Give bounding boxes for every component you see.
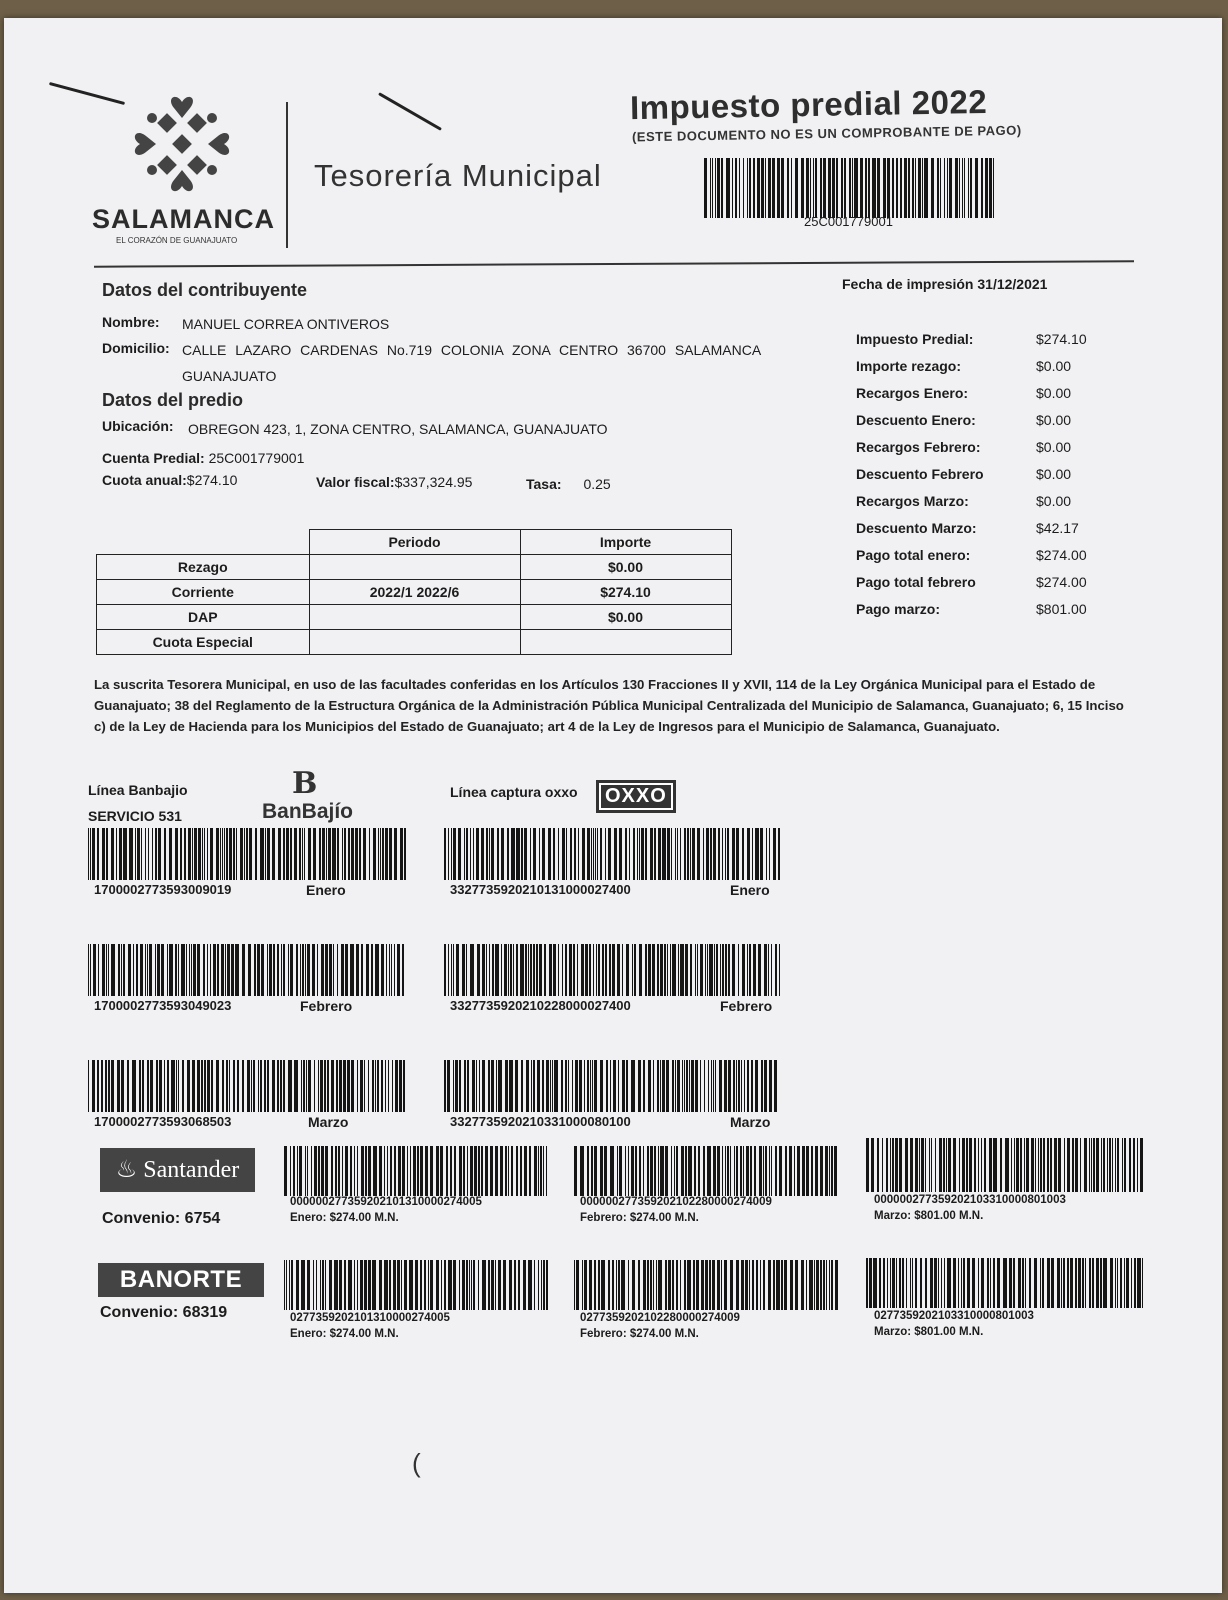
banorte-barcode-marzo [866,1258,1146,1308]
barcode-month: Febrero [300,998,353,1014]
banorte-barcode-febrero [574,1260,838,1310]
barcode-number: 000000277359202102280000274009 [580,1196,772,1208]
banorte-logo [98,1263,264,1297]
table-cell: DAP [97,605,310,630]
cuenta-predial [102,450,304,466]
cuenta-label: Cuenta Predial: [102,450,205,466]
table-row [97,605,732,630]
barcode-month: Febrero [720,998,773,1014]
valor-fiscal [316,474,472,490]
logo-tagline: EL CORAZÓN DE GUANAJUATO [116,236,238,245]
table-cell: Cuota Especial [97,630,310,655]
oxxo-barcode-enero [444,828,780,880]
barcode-amount: Febrero: $274.00 M.N. [580,1328,699,1340]
banorte-brand: BANORTE [119,1266,243,1293]
santander-barcode-enero [284,1146,548,1196]
header-rule [94,260,1134,267]
barcode-number: 1700002773593009019 [94,882,232,897]
barcode-bars [444,1060,780,1112]
santander-barcode-febrero [574,1146,838,1196]
nombre-label: Nombre: [102,314,160,330]
summary-value: $274.10 [1036,331,1087,347]
salamanca-logo-icon [132,88,232,205]
banbajio-brand: BanBajío [262,800,354,823]
oxxo-label: Línea captura oxxo [450,784,578,800]
pen-stroke [378,92,442,131]
summary-value: $0.00 [1036,358,1072,374]
print-date [842,276,1047,292]
summary-row [856,601,1096,628]
barcode-number: 0277359202101310000274005 [290,1312,450,1324]
summary-value: $0.00 [1036,493,1072,509]
summary-row [856,412,1096,439]
santander-convenio: Convenio: 6754 [102,1210,221,1227]
header-barcode-bars [704,158,996,218]
domicilio-line2: GUANAJUATO [182,368,277,384]
oxxo-barcode-marzo [444,1060,780,1112]
table-header: Periodo [309,530,520,555]
table-cell: $0.00 [520,605,731,630]
header-barcode [704,158,996,218]
summary-row [856,466,1096,493]
banbajio-barcode-febrero [88,944,406,996]
summary-label: Recargos Enero: [856,385,969,401]
barcode-bars [88,944,406,996]
table-cell [309,555,520,580]
barcode-amount: Marzo: $801.00 M.N. [874,1326,984,1338]
table-row [97,630,732,655]
barcode-bars [88,828,406,880]
header-divider [286,102,288,248]
barcode-bars [574,1146,838,1196]
table-cell: $0.00 [520,555,731,580]
predio-heading: Datos del predio [102,390,244,410]
nombre-value: MANUEL CORREA ONTIVEROS [182,316,390,332]
summary-value: $0.00 [1036,385,1072,401]
summary-row [856,574,1096,601]
summary-label: Recargos Marzo: [856,493,969,509]
summary-row [856,331,1096,358]
table-row [97,580,732,605]
summary-row [856,493,1096,520]
banbajio-barcode-enero [88,828,406,880]
summary-value: $801.00 [1036,601,1087,617]
barcode-number: 3327735920210331000080100 [450,1114,631,1129]
summary-label: Impuesto Predial: [856,331,974,347]
summary-value: $274.00 [1036,547,1087,563]
summary-label: Descuento Marzo: [856,520,977,536]
table-cell: Corriente [97,580,310,605]
table-cell: $274.10 [520,580,731,605]
summary-row [856,520,1096,547]
banbajio-logo-icon: B [292,766,318,801]
table-row [97,555,732,580]
table-header-blank [97,530,310,555]
barcode-bars [284,1260,548,1310]
valor-label: Valor fiscal: [316,474,395,490]
table-cell [309,605,520,630]
barcode-number: 3327735920210228000027400 [450,998,631,1013]
oxxo-barcode-febrero [444,944,780,996]
flame-icon: ♨ [115,1157,138,1183]
banorte-convenio: Convenio: 68319 [100,1304,228,1321]
summary-row [856,547,1096,574]
barcode-month: Enero [730,882,770,898]
print-date-value: 31/12/2021 [977,276,1048,292]
banbajio-barcode-marzo [88,1060,406,1112]
periods-table [96,529,732,655]
barcode-bars [444,944,780,996]
barcode-bars [88,1060,406,1112]
tasa-label: Tasa: [526,476,562,492]
santander-brand: Santander [143,1157,240,1183]
barcode-amount: Febrero: $274.00 M.N. [580,1212,699,1224]
table-cell [520,630,731,655]
summary-label: Pago total febrero [856,574,976,590]
barcode-bars [444,828,780,880]
oxxo-logo: OXXO [596,780,676,813]
barcode-number: 1700002773593068503 [94,1114,232,1129]
table-header: Importe [520,530,731,555]
barcode-number: 000000277359202103310000801003 [874,1194,1066,1206]
summary-label: Pago total enero: [856,547,971,563]
summary-label: Descuento Febrero [856,466,984,482]
table-cell: Rezago [97,555,310,580]
summary-row [856,358,1096,385]
barcode-number: 3327735920210131000027400 [450,882,631,897]
barcode-amount: Marzo: $801.00 M.N. [874,1210,984,1222]
barcode-number: 000000277359202101310000274005 [290,1196,482,1208]
summary-value: $42.17 [1036,520,1079,536]
document-note: (ESTE DOCUMENTO NO ES UN COMPROBANTE DE PAGO) [631,122,1022,145]
santander-logo [100,1148,255,1192]
barcode-number: 0277359202102280000274009 [580,1312,740,1324]
barcode-bars [866,1138,1146,1192]
summary-label: Importe rezago: [856,358,962,374]
table-cell: 2022/1 2022/6 [309,580,520,605]
summary-value: $0.00 [1036,466,1072,482]
banorte-barcode-enero [284,1260,548,1310]
barcode-bars [866,1258,1146,1308]
cuota-value: $274.10 [186,472,238,488]
banbajio-service: SERVICIO 531 [88,808,182,824]
contribuyente-heading: Datos del contribuyente [102,280,308,300]
tax-document [4,18,1222,1593]
summary-label: Recargos Febrero: [856,439,981,455]
print-date-label: Fecha de impresión [842,276,974,292]
banbajio-label: Línea Banbajio [88,782,188,798]
table-cell [309,630,520,655]
summary-value: $0.00 [1036,412,1072,428]
ubicacion-value: OBREGON 423, 1, ZONA CENTRO, SALAMANCA, GUANAJUATO [188,421,608,437]
logo-name: SALAMANCA [92,204,275,234]
domicilio-label: Domicilio: [102,340,170,356]
barcode-month: Marzo [730,1114,771,1130]
table-header-row [97,530,732,555]
summary-label: Descuento Enero: [856,412,976,428]
barcode-number: 0277359202103310000801003 [874,1310,1034,1322]
cuota-label: Cuota anual: [102,472,187,488]
summary-row [856,439,1096,466]
barcode-bars [284,1146,548,1196]
cuota-anual [102,472,237,488]
valor-value: $337,324.95 [394,474,473,490]
barcode-month: Marzo [308,1114,349,1130]
summary-value: $274.00 [1036,574,1087,590]
barcode-bars [574,1260,838,1310]
barcode-number: 1700002773593049023 [94,998,232,1013]
barcode-month: Enero [306,882,346,898]
barcode-amount: Enero: $274.00 M.N. [290,1212,399,1224]
ubicacion-label: Ubicación: [102,418,174,434]
summary-label: Pago marzo: [856,601,941,617]
tasa [526,476,611,492]
tasa-value: 0.25 [583,476,611,492]
header-barcode-number: 25C001779001 [804,214,893,229]
summary-value: $0.00 [1036,439,1072,455]
pen-stroke [49,82,125,105]
santander-barcode-marzo [866,1138,1146,1192]
department-name: Tesorería Municipal [314,158,602,193]
domicilio-line1: CALLE LAZARO CARDENAS No.719 COLONIA ZONA CENTRO 36700 SALAMANCA [182,342,762,358]
document-title: Impuesto predial 2022 [629,82,988,127]
summary-row [856,385,1096,412]
legal-text: La suscrita Tesorera Municipal, en uso de las facultades conferidas en los Artículos 130 Fracciones II y XVII, 114 de la Ley Orgánica Municipal para el Estado de Guanajuato; 38 del Reglamento de la Estructura Orgánica de la Administración Pública Municipal Centralizada del Municipio de Salamanca, Guanajuato; 6, 15 Inciso c) de la Ley de Hacienda para los Municipios del Estado de Guanajuato; art 4 de la Ley de Ingresos para el Municipio de Salamanca, Guanajuato. [94,677,1124,734]
cuenta-value: 25C001779001 [208,450,305,466]
barcode-amount: Enero: $274.00 M.N. [290,1328,399,1340]
ink-mark: ( [412,1448,421,1478]
